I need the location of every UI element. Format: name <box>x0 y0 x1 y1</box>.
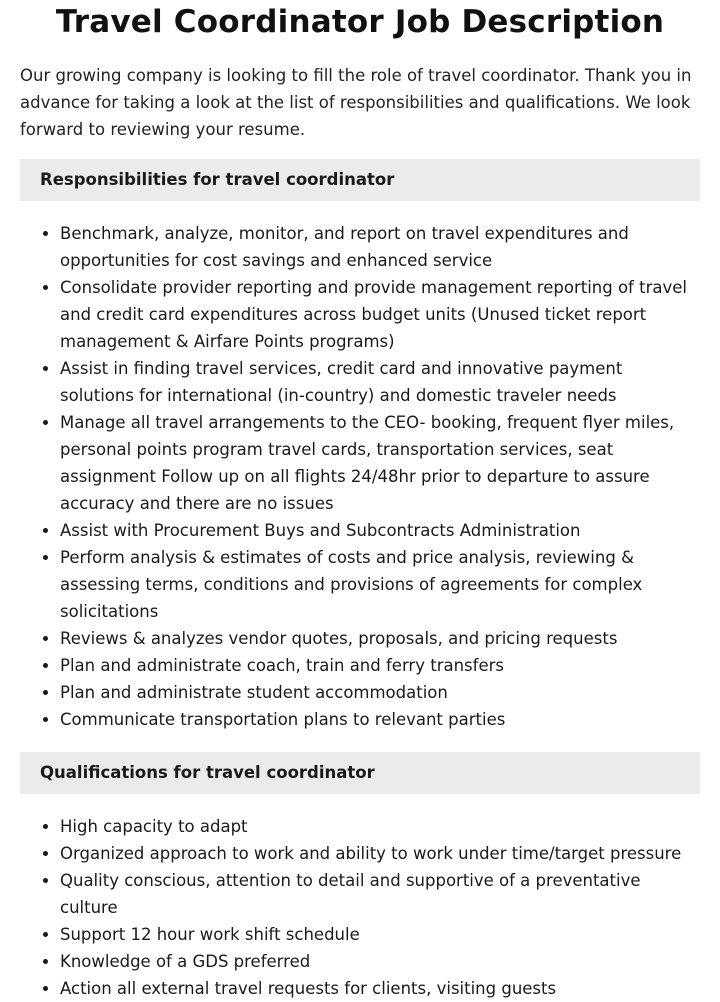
qualifications-heading: Qualifications for travel coordinator <box>20 752 700 794</box>
list-item: Reviews & analyzes vendor quotes, proposals, and pricing requests <box>60 625 700 652</box>
list-item: Quality conscious, attention to detail and supportive of a preventative culture <box>60 867 700 921</box>
list-item: Benchmark, analyze, monitor, and report on travel expenditures and opportunities for cost savings and enhanced service <box>60 220 700 274</box>
list-item: Assist with Procurement Buys and Subcontracts Administration <box>60 517 700 544</box>
responsibilities-heading: Responsibilities for travel coordinator <box>20 159 700 201</box>
list-item: Organized approach to work and ability to work under time/target pressure <box>60 840 700 867</box>
responsibilities-list <box>20 220 700 733</box>
list-item: Plan and administrate coach, train and ferry transfers <box>60 652 700 679</box>
qualifications-list <box>20 813 700 1002</box>
list-item: Knowledge of a GDS preferred <box>60 948 700 975</box>
page-title: Travel Coordinator Job Description <box>55 4 665 40</box>
list-item: Consolidate provider reporting and provide management reporting of travel and credit card expenditures across budget units (Unused ticket report management & Airfare Points programs) <box>60 274 700 355</box>
intro-paragraph: Our growing company is looking to fill the role of travel coordinator. Thank you in advance for taking a look at the list of responsibilities and qualifications. We look forward to reviewing your resume. <box>20 66 692 139</box>
list-item: Support 12 hour work shift schedule <box>60 921 700 948</box>
list-item: High capacity to adapt <box>60 813 700 840</box>
list-item: Perform analysis & estimates of costs and price analysis, reviewing & assessing terms, conditions and provisions of agreements for complex solicitations <box>60 544 700 625</box>
list-item: Action all external travel requests for clients, visiting guests <box>60 975 700 1002</box>
list-item: Communicate transportation plans to relevant parties <box>60 706 700 733</box>
list-item: Assist in finding travel services, credit card and innovative payment solutions for international (in-country) and domestic traveler needs <box>60 355 700 409</box>
list-item: Manage all travel arrangements to the CEO- booking, frequent flyer miles, personal points program travel cards, transportation services, seat assignment Follow up on all flights 24/48hr prior to departure to assure accuracy and there are no issues <box>60 409 700 517</box>
list-item: Plan and administrate student accommodation <box>60 679 700 706</box>
